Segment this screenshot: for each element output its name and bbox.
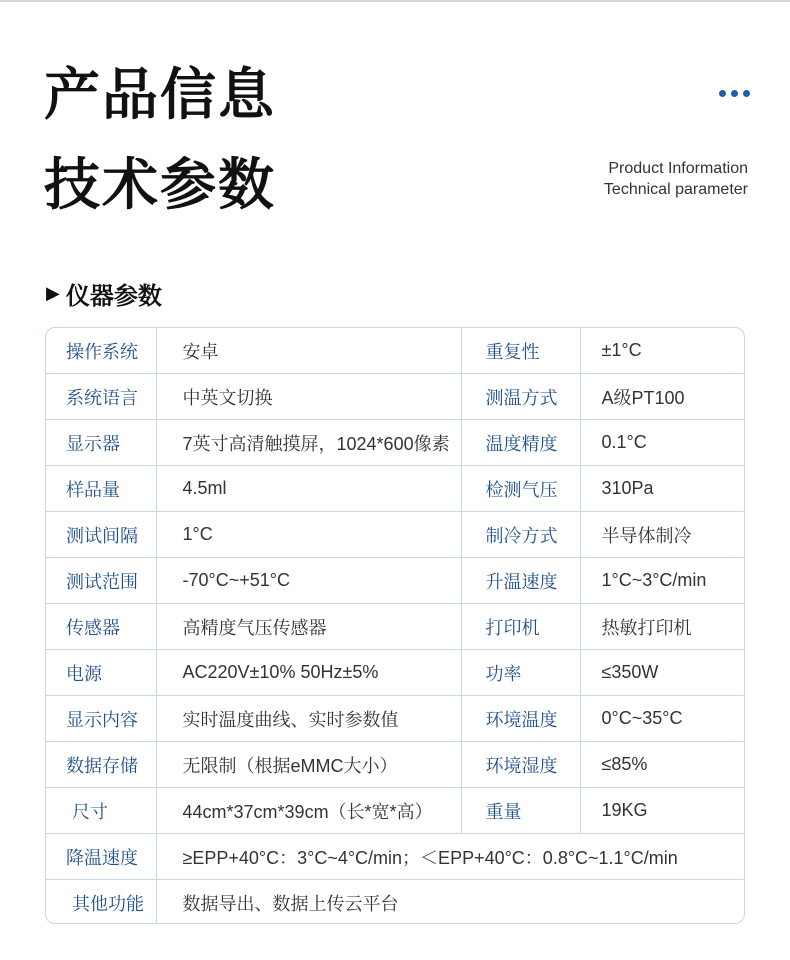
spec-label: 功率 xyxy=(461,650,580,696)
spec-value: 0°C~35°C xyxy=(580,696,745,742)
spec-value: 数据导出、数据上传云平台 xyxy=(156,880,745,925)
spec-label: 打印机 xyxy=(461,604,580,650)
spec-value: ≤350W xyxy=(580,650,745,696)
table-row xyxy=(46,604,745,650)
more-dots-icon xyxy=(719,90,750,97)
spec-label: 升温速度 xyxy=(461,558,580,604)
table-row xyxy=(46,374,745,420)
spec-value: 半导体制冷 xyxy=(580,512,745,558)
spec-label: 电源 xyxy=(46,650,156,696)
spec-label: 其他功能 xyxy=(46,880,156,925)
dot xyxy=(731,90,738,97)
spec-label: 重量 xyxy=(461,788,580,834)
spec-label: 测试范围 xyxy=(46,558,156,604)
spec-label: 传感器 xyxy=(46,604,156,650)
spec-label: 温度精度 xyxy=(461,420,580,466)
table-row xyxy=(46,558,745,604)
spec-label: 样品量 xyxy=(46,466,156,512)
table-row xyxy=(46,420,745,466)
english-title: Product Information xyxy=(608,160,748,177)
spec-value: -70°C~+51°C xyxy=(156,558,461,604)
table-row xyxy=(46,742,745,788)
section-title: 仪器参数 xyxy=(65,282,162,310)
spec-label: 测温方式 xyxy=(461,374,580,420)
spec-value: 1°C xyxy=(156,512,461,558)
spec-value: 热敏打印机 xyxy=(580,604,745,650)
spec-label: 环境湿度 xyxy=(461,742,580,788)
table-row xyxy=(46,696,745,742)
section-heading xyxy=(46,276,162,311)
table-row xyxy=(46,650,745,696)
table-row xyxy=(46,512,745,558)
spec-label: 环境温度 xyxy=(461,696,580,742)
spec-label: 数据存储 xyxy=(46,742,156,788)
dot xyxy=(719,90,726,97)
table-row-wide xyxy=(46,834,745,880)
table-row-wide xyxy=(46,880,745,925)
page-title: 产品信息 xyxy=(44,63,276,128)
page-subtitle: 技术参数 xyxy=(44,153,276,218)
spec-label: 测试间隔 xyxy=(46,512,156,558)
dot xyxy=(743,90,750,97)
spec-value: 19KG xyxy=(580,788,745,834)
table-row xyxy=(46,466,745,512)
spec-value: 4.5ml xyxy=(156,466,461,512)
spec-table xyxy=(45,327,745,924)
spec-value: 0.1°C xyxy=(580,420,745,466)
spec-label: 显示器 xyxy=(46,420,156,466)
spec-value: ≥EPP+40°C：3°C~4°C/min；＜EPP+40°C：0.8°C~1.1°C/min xyxy=(156,834,745,880)
spec-value: ±1°C xyxy=(580,328,745,374)
spec-label: 显示内容 xyxy=(46,696,156,742)
spec-value: 实时温度曲线、实时参数值 xyxy=(156,696,461,742)
triangle-icon: ▶ xyxy=(46,283,60,304)
spec-label: 尺寸 xyxy=(46,788,156,834)
spec-value: 310Pa xyxy=(580,466,745,512)
spec-value: 44cm*37cm*39cm（长*宽*高） xyxy=(156,788,461,834)
spec-value: 1°C~3°C/min xyxy=(580,558,745,604)
spec-label: 系统语言 xyxy=(46,374,156,420)
spec-label: 制冷方式 xyxy=(461,512,580,558)
english-subtitle: Technical parameter xyxy=(603,181,748,198)
table-row xyxy=(46,328,745,374)
spec-value: 中英文切换 xyxy=(156,374,461,420)
spec-value: 7英寸高清触摸屏，1024*600像素 xyxy=(156,420,461,466)
spec-value: 高精度气压传感器 xyxy=(156,604,461,650)
spec-label: 重复性 xyxy=(461,328,580,374)
spec-value: 安卓 xyxy=(156,328,461,374)
table-row xyxy=(46,788,745,834)
spec-label: 操作系统 xyxy=(46,328,156,374)
spec-label: 检测气压 xyxy=(461,466,580,512)
spec-value: 无限制（根据eMMC大小） xyxy=(156,742,461,788)
top-divider xyxy=(0,0,790,2)
spec-value: A级PT100 xyxy=(580,374,745,420)
spec-value: ≤85% xyxy=(580,742,745,788)
spec-label: 降温速度 xyxy=(46,834,156,880)
spec-value: AC220V±10% 50Hz±5% xyxy=(156,650,461,696)
